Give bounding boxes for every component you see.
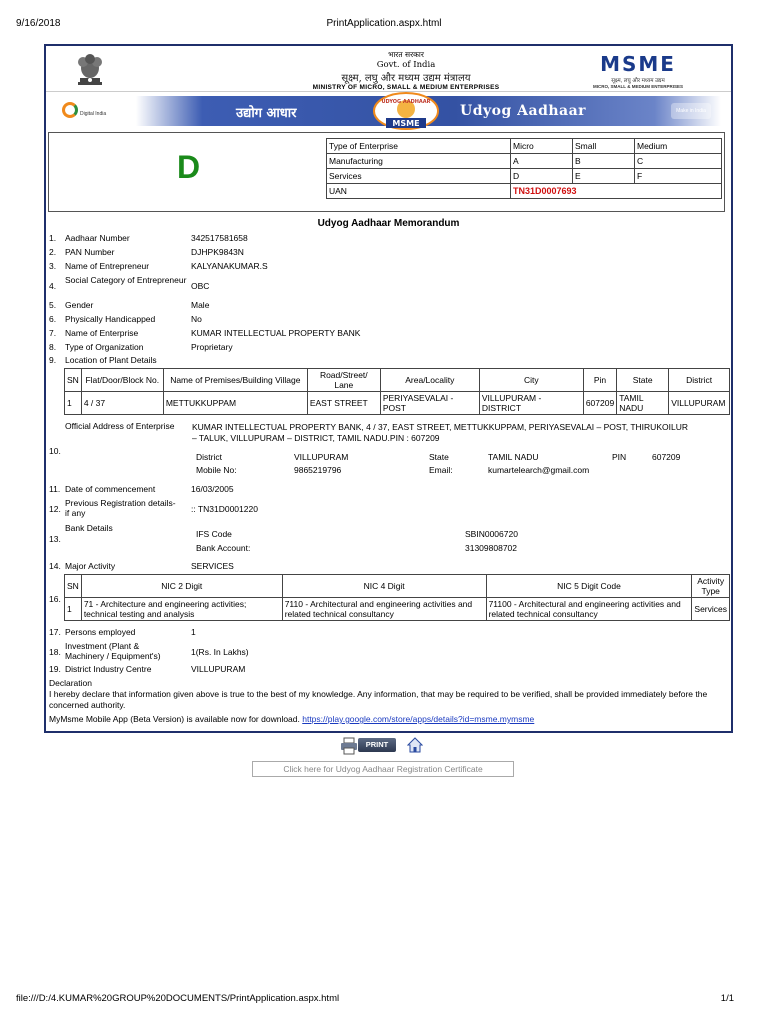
digital-india-icon	[62, 102, 78, 118]
mobile-label: Mobile No:	[196, 465, 237, 475]
column-header: City	[479, 369, 583, 392]
email-label: Email:	[429, 465, 453, 475]
field-number: 7.	[49, 328, 57, 338]
field-label: Aadhaar Number	[65, 233, 130, 243]
mobile-app-link[interactable]: https://play.google.com/store/apps/details?id=msme.mymsme	[302, 714, 535, 724]
field-number: 11.	[49, 484, 61, 494]
home-icon[interactable]	[407, 737, 423, 753]
table-cell: 1	[65, 392, 82, 415]
field-value: OBC	[191, 281, 210, 291]
field-label: Location of Plant Details	[65, 355, 157, 365]
table-cell: F	[635, 169, 722, 184]
bank-details-label: Bank Details	[65, 523, 113, 533]
field-value: DJHPK9843N	[191, 247, 244, 257]
pin-value: 607209	[652, 452, 681, 462]
table-cell: Medium	[635, 139, 722, 154]
field-value: 16/03/2005	[191, 484, 234, 494]
field-label: Persons employed	[65, 627, 136, 637]
official-address-cont: – TALUK, VILLUPURAM – DISTRICT, TAMIL NADU.PIN : 607209	[192, 433, 440, 443]
print-header	[0, 18, 768, 32]
field-number: 4.	[49, 281, 57, 291]
msme-word: MSME	[600, 52, 676, 76]
file-path: file:///D:/4.KUMAR%20GROUP%20DOCUMENTS/PrintApplication.aspx.html	[16, 993, 340, 1004]
column-header: District	[669, 369, 730, 392]
table-cell: VILLUPURAM - DISTRICT	[479, 392, 583, 415]
field-value: :: TN31D0001220	[191, 504, 258, 514]
table-header-row	[65, 369, 730, 392]
field-value: SERVICES	[191, 561, 234, 571]
state-value: TAMIL NADU	[488, 452, 539, 462]
table-cell: 7110 - Architectural and engineering activities and related technical consultancy	[282, 598, 486, 621]
field-label: Gender	[65, 300, 94, 310]
hindi-govt: भारत सरकार	[388, 50, 424, 59]
memorandum-title: Udyog Aadhaar Memorandum	[317, 218, 460, 229]
table-cell: METTUKKUPPAM	[163, 392, 307, 415]
table-cell: EAST STREET	[307, 392, 380, 415]
bank-account-label: Bank Account:	[196, 543, 251, 553]
msme-hindi: सूक्ष्म, लघु और मध्यम उद्यम	[611, 78, 665, 84]
table-cell: D	[511, 169, 573, 184]
column-header: State	[617, 369, 669, 392]
print-button[interactable]	[340, 737, 398, 755]
table-cell: Micro	[511, 139, 573, 154]
field-value: VILLUPURAM	[191, 664, 246, 674]
print-footer	[0, 993, 768, 1007]
table-cell: TAMIL NADU	[617, 392, 669, 415]
table-cell: 607209	[583, 392, 616, 415]
digital-india-text: Digital India	[80, 111, 107, 117]
seal-text: UDYOG AADHAAR	[381, 99, 431, 105]
field-value: 1	[191, 627, 196, 637]
banner-english-title: Udyog Aadhaar	[460, 103, 587, 119]
banner-hindi-title: उद्योग आधार	[236, 106, 297, 121]
table-row	[327, 154, 722, 169]
table-cell: VILLUPURAM	[669, 392, 730, 415]
table-header-row	[65, 575, 730, 598]
field-label: Previous Registration details-if any	[65, 498, 176, 518]
column-header: Name of Premises/Building Village	[163, 369, 307, 392]
field-value: Male	[191, 300, 210, 310]
field-label: Investment (Plant & Machinery / Equipment's)	[65, 641, 161, 661]
email-value: kumartelearch@gmail.com	[488, 465, 590, 475]
ifs-label: IFS Code	[196, 529, 232, 539]
print-title: PrintApplication.aspx.html	[326, 18, 442, 29]
uan-value: TN31D0007693	[511, 184, 722, 199]
field-number: 8.	[49, 342, 57, 352]
declaration-text: I hereby declare that information given above is true to the best of my knowledge. Any information, that may be required to be verified, shall be provided immediately before the concerned authority.	[49, 689, 708, 710]
nic-activity-table	[64, 574, 730, 621]
column-header: SN	[65, 575, 82, 598]
field-number: 12.	[49, 504, 61, 514]
column-header: NIC 5 Digit Code	[486, 575, 692, 598]
table-cell: C	[635, 154, 722, 169]
hindi-ministry: सूक्ष्म, लघु और मध्यम उद्यम मंत्रालय	[341, 73, 471, 84]
column-header: Area/Locality	[380, 369, 479, 392]
column-header: Flat/Door/Block No.	[81, 369, 163, 392]
field-label: Date of commencement	[65, 484, 156, 494]
mobile-app-text: MyMsme Mobile App (Beta Version) is available now for download.	[49, 714, 303, 724]
field-number: 18.	[49, 647, 61, 657]
field-label: District Industry Centre	[65, 664, 152, 674]
field-value: KUMAR INTELLECTUAL PROPERTY BANK	[191, 328, 361, 338]
table-cell: PERIYASEVALAI - POST	[380, 392, 479, 415]
district-label: District	[196, 452, 222, 462]
field-value: 342517581658	[191, 233, 248, 243]
official-address: KUMAR INTELLECTUAL PROPERTY BANK, 4 / 37, EAST STREET, METTUKKUPPAM, PERIYASEVALAI – POST, THIRUKOILUR	[192, 422, 688, 432]
mobile-app-note	[49, 714, 729, 725]
field-label: Physically Handicapped	[65, 314, 156, 324]
field-number: 17.	[49, 627, 61, 637]
table-row	[327, 184, 722, 199]
enterprise-type-table	[326, 138, 722, 199]
mobile-value: 9865219796	[294, 465, 342, 475]
national-emblem-icon	[70, 50, 110, 88]
field-value: Proprietary	[191, 342, 233, 352]
govt-of-india: Govt. of India	[376, 60, 436, 70]
field-label: Name of Enterprise	[65, 328, 139, 338]
field-value: 1(Rs. In Lakhs)	[191, 647, 249, 657]
print-date: 9/16/2018	[16, 18, 61, 29]
column-header: Road/Street/ Lane	[307, 369, 380, 392]
official-address-label: Official Address of Enterprise	[65, 421, 175, 431]
table-cell: Services	[327, 169, 511, 184]
ifs-value: SBIN0006720	[465, 529, 518, 539]
print-label: PRINT	[358, 738, 396, 752]
table-row	[65, 392, 730, 415]
table-cell: Type of Enterprise	[327, 139, 511, 154]
digital-india-logo	[62, 102, 120, 120]
field-label: Social Category of Entrepreneur	[65, 275, 187, 285]
field-number: 1.	[49, 233, 57, 243]
table-cell: E	[573, 169, 635, 184]
column-header: SN	[65, 369, 82, 392]
page-count: 1/1	[720, 993, 734, 1004]
bank-account-value: 31309808702	[465, 543, 518, 553]
udyog-aadhaar-seal-icon	[372, 92, 440, 130]
ministry-text	[246, 50, 566, 91]
field-label: Major Activity	[65, 561, 116, 571]
uan-label: UAN	[327, 184, 511, 199]
column-header: NIC 2 Digit	[81, 575, 282, 598]
table-cell: A	[511, 154, 573, 169]
enterprise-category-box	[48, 132, 725, 212]
field-number: 13.	[49, 534, 61, 544]
table-cell: 4 / 37	[81, 392, 163, 415]
table-cell: B	[573, 154, 635, 169]
table-cell: Services	[692, 598, 730, 621]
field-number: 16.	[49, 594, 61, 604]
printer-icon	[340, 737, 358, 755]
column-header: NIC 4 Digit	[282, 575, 486, 598]
state-label: State	[429, 452, 449, 462]
category-letter: D	[177, 149, 201, 185]
government-header	[46, 46, 731, 92]
field-number: 2.	[49, 247, 57, 257]
table-cell: 71100 - Architectural and engineering activities and related technical consultancy	[486, 598, 692, 621]
table-cell: 1	[65, 598, 82, 621]
field-number: 19.	[49, 664, 61, 674]
table-row	[327, 169, 722, 184]
field-number: 9.	[49, 355, 57, 365]
msme-english: MICRO, SMALL & MEDIUM ENTERPRISES	[593, 84, 683, 89]
ministry-name: MINISTRY OF MICRO, SMALL & MEDIUM ENTERPRISES	[312, 84, 500, 91]
field-number: 10.	[49, 446, 61, 456]
table-row	[65, 598, 730, 621]
udyog-aadhaar-banner	[56, 96, 721, 126]
column-header: Activity Type	[692, 575, 730, 598]
district-value: VILLUPURAM	[294, 452, 349, 462]
field-value: No	[191, 314, 202, 324]
certificate-frame	[44, 44, 733, 733]
pin-label: PIN	[612, 452, 627, 462]
field-number: 14.	[49, 561, 61, 571]
make-in-india-logo: Make in India	[671, 103, 711, 119]
field-label: PAN Number	[65, 247, 115, 257]
column-header: Pin	[583, 369, 616, 392]
table-cell: Manufacturing	[327, 154, 511, 169]
declaration-title: Declaration	[49, 678, 92, 688]
field-number: 3.	[49, 261, 57, 271]
field-label: Type of Organization	[65, 342, 144, 352]
plant-details-table	[64, 368, 730, 415]
registration-certificate-link[interactable]: Click here for Udyog Aadhaar Registration Certificate	[252, 761, 514, 777]
field-number: 6.	[49, 314, 57, 324]
table-cell: Small	[573, 139, 635, 154]
table-row	[327, 139, 722, 154]
table-cell: 71 - Architecture and engineering activities; technical testing and analysis	[81, 598, 282, 621]
field-value: KALYANAKUMAR.S	[191, 261, 268, 271]
field-label: Name of Entrepreneur	[65, 261, 150, 271]
field-number: 5.	[49, 300, 57, 310]
msme-logo	[573, 52, 703, 89]
seal-msme: MSME	[392, 119, 420, 128]
